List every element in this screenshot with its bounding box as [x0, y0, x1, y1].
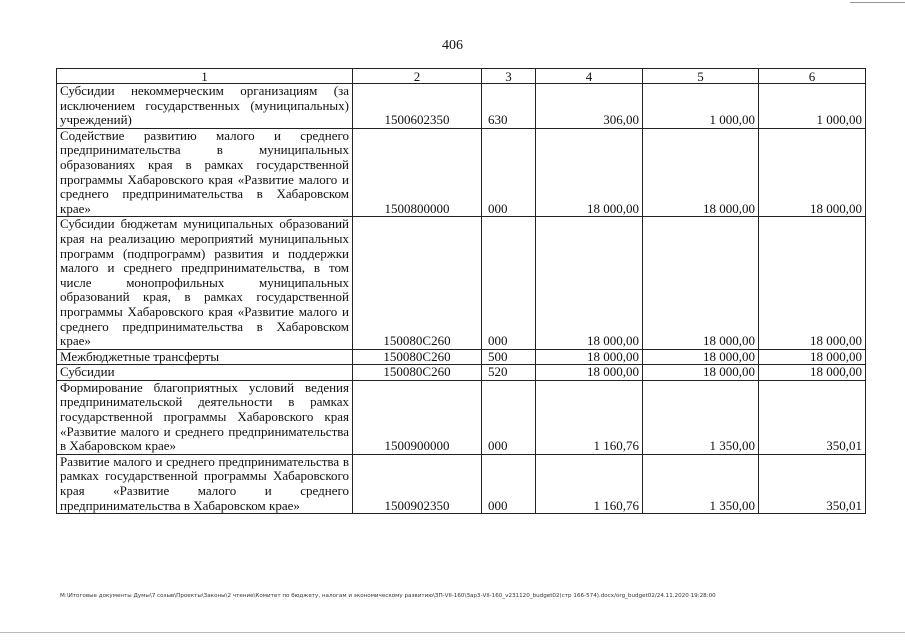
row-amount-col5: 18 000,00: [643, 128, 759, 217]
table-header-row: [57, 69, 866, 84]
row-amount-col4: 18 000,00: [536, 365, 643, 381]
row-amount-col4: 18 000,00: [536, 128, 643, 217]
row-amount-col4: 306,00: [536, 84, 643, 129]
row-amount-col5: 1 350,00: [643, 380, 759, 454]
row-amount-col4: 18 000,00: [536, 349, 643, 365]
row-amount-col5: 18 000,00: [643, 349, 759, 365]
table-row: [57, 349, 866, 365]
row-amount-col4: 1 160,76: [536, 454, 643, 513]
header-cell-5: 5: [643, 69, 759, 84]
header-cell-3: 3: [482, 69, 536, 84]
row-expense-type: 630: [482, 84, 536, 129]
row-amount-col6: 350,01: [759, 454, 866, 513]
row-expense-type: 000: [482, 217, 536, 349]
page-number: 406: [442, 38, 463, 53]
table-row: [57, 217, 866, 349]
row-amount-col5: 18 000,00: [643, 217, 759, 349]
row-name: Субсидии некоммерческим организациям (за исключением государственных (муниципальных) учреждений): [57, 84, 353, 129]
table-row: [57, 380, 866, 454]
row-target-article: 150080С260: [353, 349, 482, 365]
header-cell-2: 2: [353, 69, 482, 84]
header-cell-6: 6: [759, 69, 866, 84]
row-name: Содействие развитию малого и среднего предпринимательства в муниципальных образованиях края в рамках государственной программы Хабаровского края «Развитие малого и среднего предпринимательства в Хабаровском крае»: [57, 128, 353, 217]
row-amount-col6: 350,01: [759, 380, 866, 454]
row-amount-col6: 18 000,00: [759, 217, 866, 349]
row-name: Развитие малого и среднего предпринимательства в рамках государственной программы Хабаровского края «Развитие малого и среднего предпринимательства в Хабаровском крае»: [57, 454, 353, 513]
row-amount-col6: 18 000,00: [759, 128, 866, 217]
document-path-footer: M:\Итоговые документы Думы\7 созыв\Проекты\Законы\2 чтение\Комитет по бюджету, налогам и экономическому развитию\ЗП-VII-160\Зар3-VII-160_v231120_budget02(стр 166-574).docx/org_budget02/24.11.2020 19:28:00: [60, 593, 716, 599]
bottom-edge-line: [0, 632, 905, 633]
row-name: Субсидии: [57, 365, 353, 381]
row-name: Межбюджетные трансферты: [57, 349, 353, 365]
row-amount-col5: 1 000,00: [643, 84, 759, 129]
table-row: [57, 128, 866, 217]
row-expense-type: 000: [482, 380, 536, 454]
row-name: Субсидии бюджетам муниципальных образований края на реализацию мероприятий муниципальных программ (подпрограмм) развития и поддержки малого и среднего предпринимательства, в том числе монопрофильных муниципальных образований края, в рамках государственной программы Хабаровского края «Развитие малого и среднего предпринимательства в Хабаровском крае»: [57, 217, 353, 349]
row-target-article: 1500800000: [353, 128, 482, 217]
row-target-article: 150080С260: [353, 365, 482, 381]
row-amount-col5: 18 000,00: [643, 365, 759, 381]
table-row: [57, 454, 866, 513]
row-name: Формирование благоприятных условий ведения предпринимательской деятельности в рамках государственной программы Хабаровского края «Развитие малого и среднего предпринимательства в Хабаровском крае»: [57, 380, 353, 454]
row-target-article: 1500602350: [353, 84, 482, 129]
table-row: [57, 365, 866, 381]
row-target-article: 1500900000: [353, 380, 482, 454]
row-expense-type: 000: [482, 128, 536, 217]
row-expense-type: 500: [482, 349, 536, 365]
row-expense-type: 520: [482, 365, 536, 381]
row-amount-col5: 1 350,00: [643, 454, 759, 513]
row-amount-col6: 18 000,00: [759, 349, 866, 365]
top-edge-line: [850, 2, 905, 3]
table-row: [57, 84, 866, 129]
budget-table: [56, 68, 866, 514]
header-cell-1: 1: [57, 69, 353, 84]
header-cell-4: 4: [536, 69, 643, 84]
row-amount-col6: 18 000,00: [759, 365, 866, 381]
row-amount-col6: 1 000,00: [759, 84, 866, 129]
row-target-article: 150080С260: [353, 217, 482, 349]
row-amount-col4: 1 160,76: [536, 380, 643, 454]
row-expense-type: 000: [482, 454, 536, 513]
row-target-article: 1500902350: [353, 454, 482, 513]
row-amount-col4: 18 000,00: [536, 217, 643, 349]
